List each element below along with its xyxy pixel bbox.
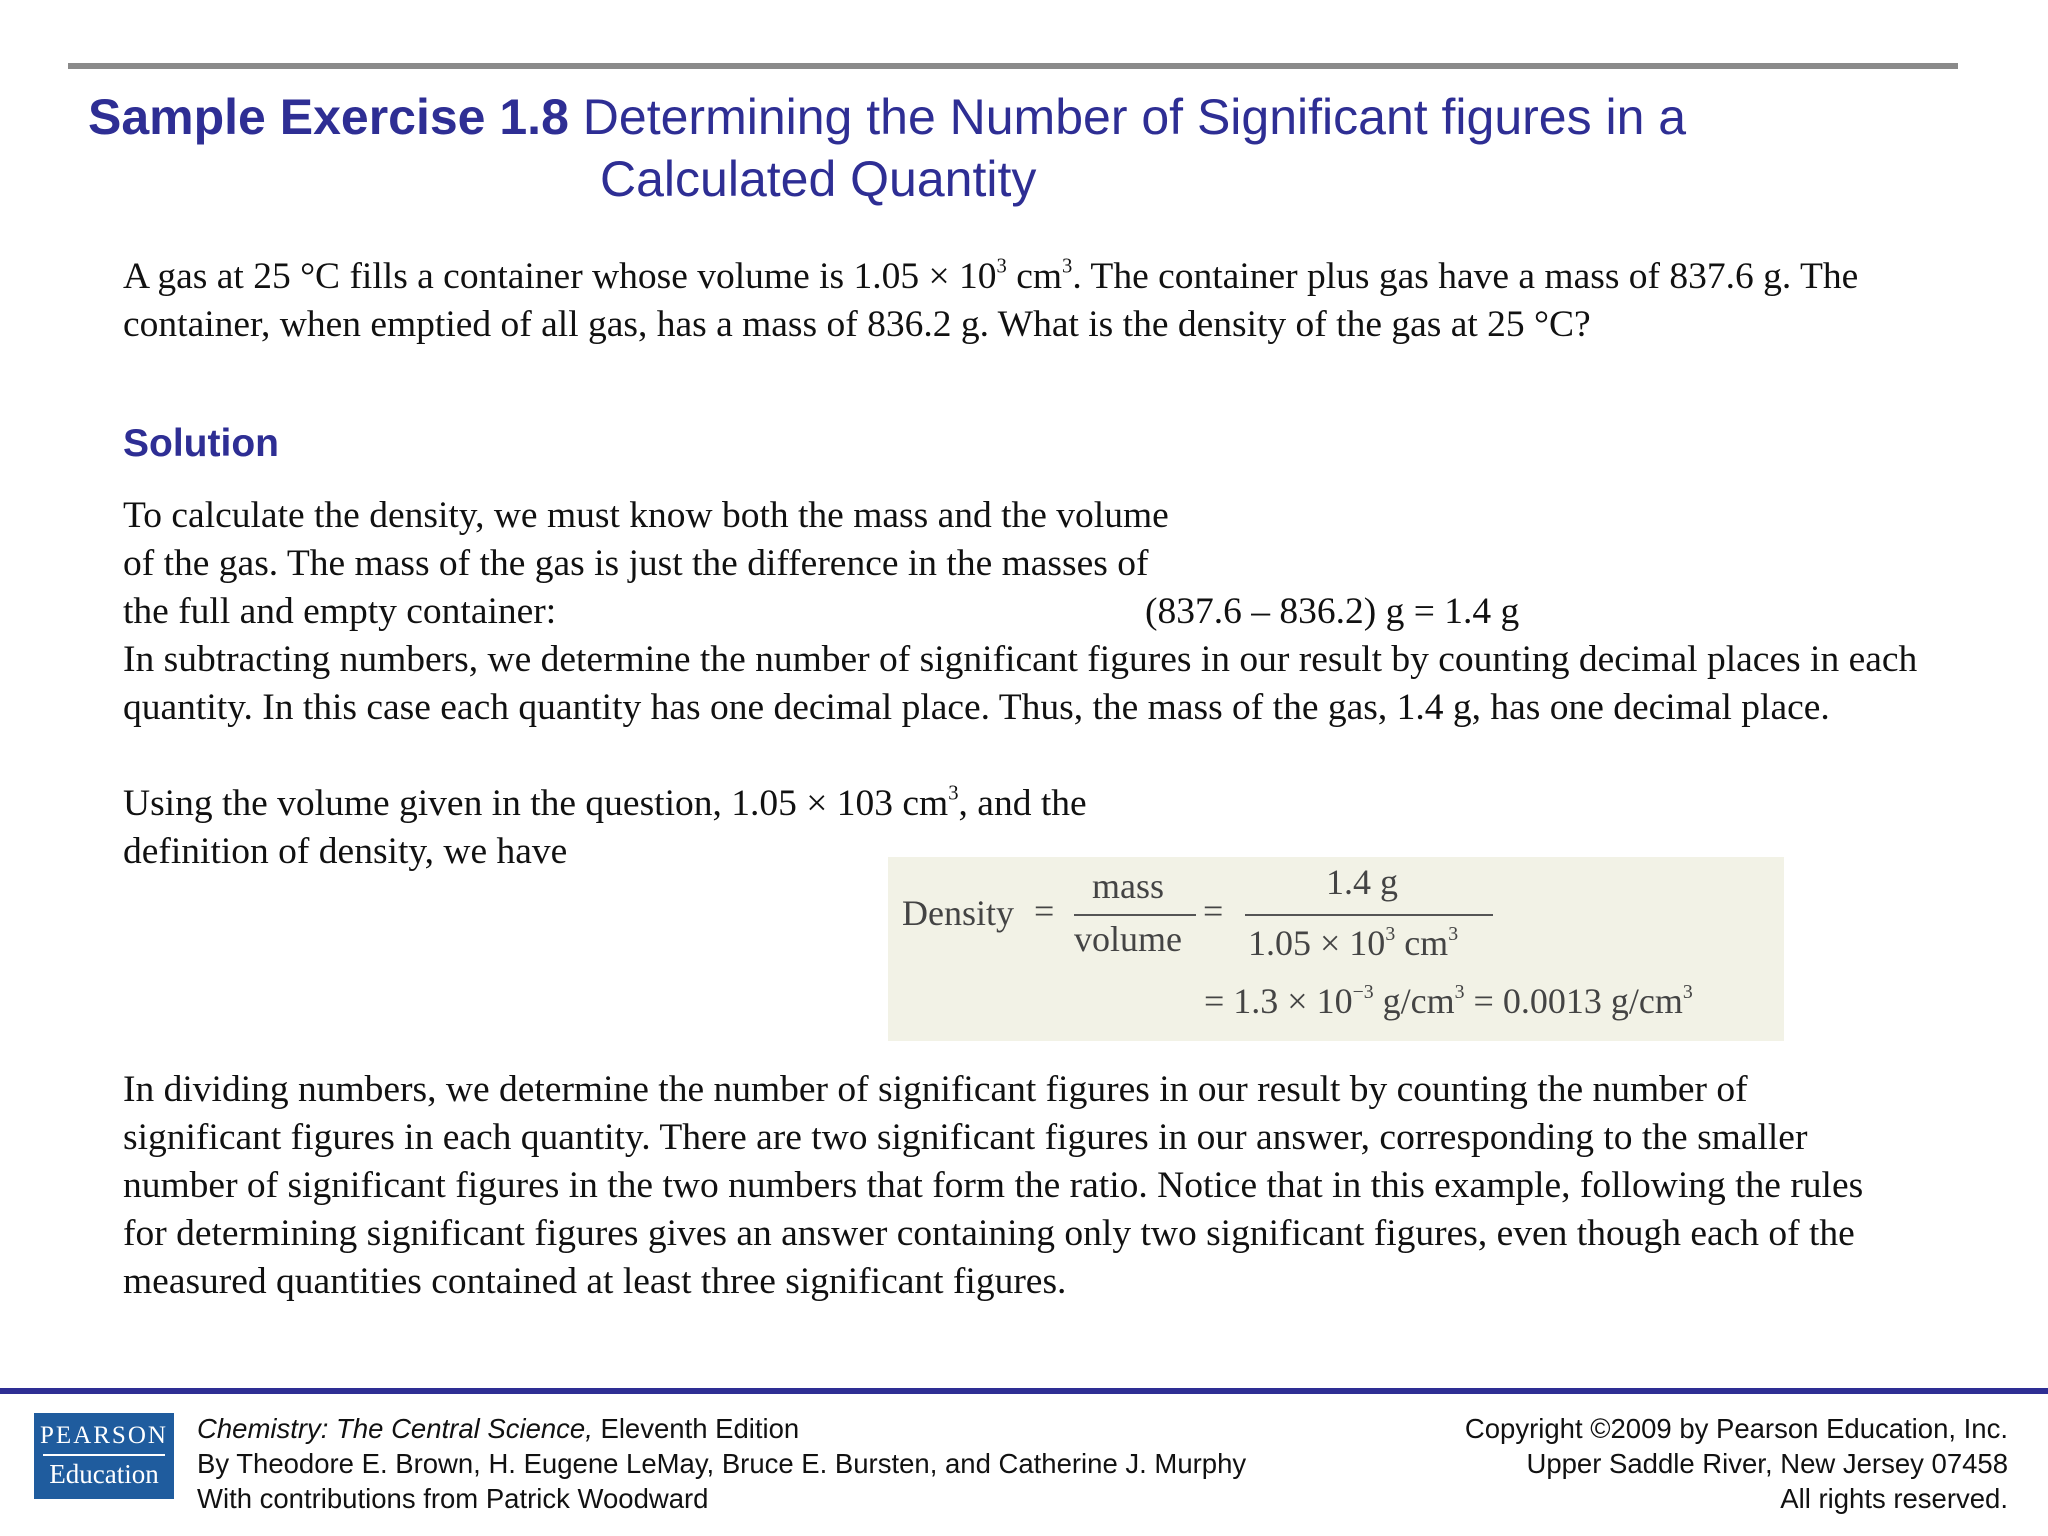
logo-education-text: Education	[49, 1459, 159, 1489]
fraction1-numerator: mass	[1092, 866, 1164, 906]
logo-pearson-text: PEARSON	[40, 1422, 168, 1449]
mass-calculation: (837.6 – 836.2) g = 1.4 g	[1145, 591, 1520, 632]
copyright-line2: Upper Saddle River, New Jersey 07458	[1526, 1448, 2008, 1479]
copyright-notice	[1465, 1411, 2008, 1516]
pearson-logo	[34, 1413, 174, 1499]
fraction1-bar	[1074, 914, 1196, 916]
slide-title	[88, 86, 1958, 210]
equation-result: = $1.3 \times 10^{-3}$ $g/cm^3 = 0.0013$ $g/cm^3$	[1204, 981, 1693, 1021]
exercise-label: Sample Exercise 1.8	[88, 89, 569, 145]
book-authors: By Theodore E. Brown, H. Eugene LeMay, Bruce E. Bursten, and Catherine J. Murphy	[197, 1448, 1247, 1479]
solution-heading: Solution	[123, 422, 279, 465]
copyright-line1: Copyright ©2009 by Pearson Education, Inc.	[1464, 1413, 2008, 1444]
equation-lhs: Density	[902, 893, 1014, 933]
book-edition: Eleventh Edition	[592, 1413, 800, 1444]
solution-paragraph-division: In dividing numbers, we determine the number of significant figures in our result by counting the number of significant figures in each quantity. There are two significant figures in our answer, corresponding to the smaller number of significant figures in the two numbers that form the ratio. Notice that in this example, following the rules for determining significant figures gives an answer containing only two significant figures, even though each of the measured quantities contained at least three significant figures.	[123, 1069, 1864, 1302]
copyright-line3: All rights reserved.	[1780, 1483, 2008, 1514]
solution-paragraph-subtraction: In subtracting numbers, we determine the number of significant figures in our result by counting decimal places in each quantity. In this case each quantity has one decimal place. Thus, the mass of the gas, 1.4 g, has one decimal place.	[123, 639, 1918, 728]
fraction1-denominator: volume	[1074, 919, 1182, 959]
solution-paragraph-mass: To calculate the density, we must know both the mass and the volume of the gas. The mass of the gas is just the difference in the masses of the full and empty container:	[123, 495, 1169, 632]
equation-equals-1: =	[1034, 891, 1055, 931]
book-title-line	[197, 1411, 1246, 1446]
book-contributions: With contributions from Patrick Woodward	[197, 1483, 709, 1514]
top-divider	[68, 63, 1958, 69]
bottom-divider	[0, 1388, 2048, 1394]
problem-statement: A gas at 25 °C fills a container whose volume is $1.05 \times 10^3$ $cm^3$. The container plus gas have a mass of 837.6 g. The container, when emptied of all gas, has a mass of 836.2 g. What is the density of the gas at 25 °C?	[123, 255, 1859, 345]
book-credits	[197, 1411, 1246, 1516]
density-equation	[888, 857, 1784, 1041]
solution-paragraph-volume: Using the volume given in the question, 1.05 × 103 $cm^3$, and the definition of density, we have	[123, 782, 1087, 872]
fraction2-bar	[1245, 914, 1493, 916]
fraction2-numerator: 1.4 g	[1326, 862, 1398, 902]
fraction2-denominator: $1.05 \times 10^3$ $cm^3$	[1248, 923, 1459, 963]
equation-equals-2: =	[1203, 891, 1224, 931]
book-title: Chemistry: The Central Science,	[197, 1413, 593, 1444]
title-line1: Determining the Number of Significant figures in a	[582, 89, 1687, 145]
title-line2: Calculated Quantity	[600, 151, 1037, 207]
